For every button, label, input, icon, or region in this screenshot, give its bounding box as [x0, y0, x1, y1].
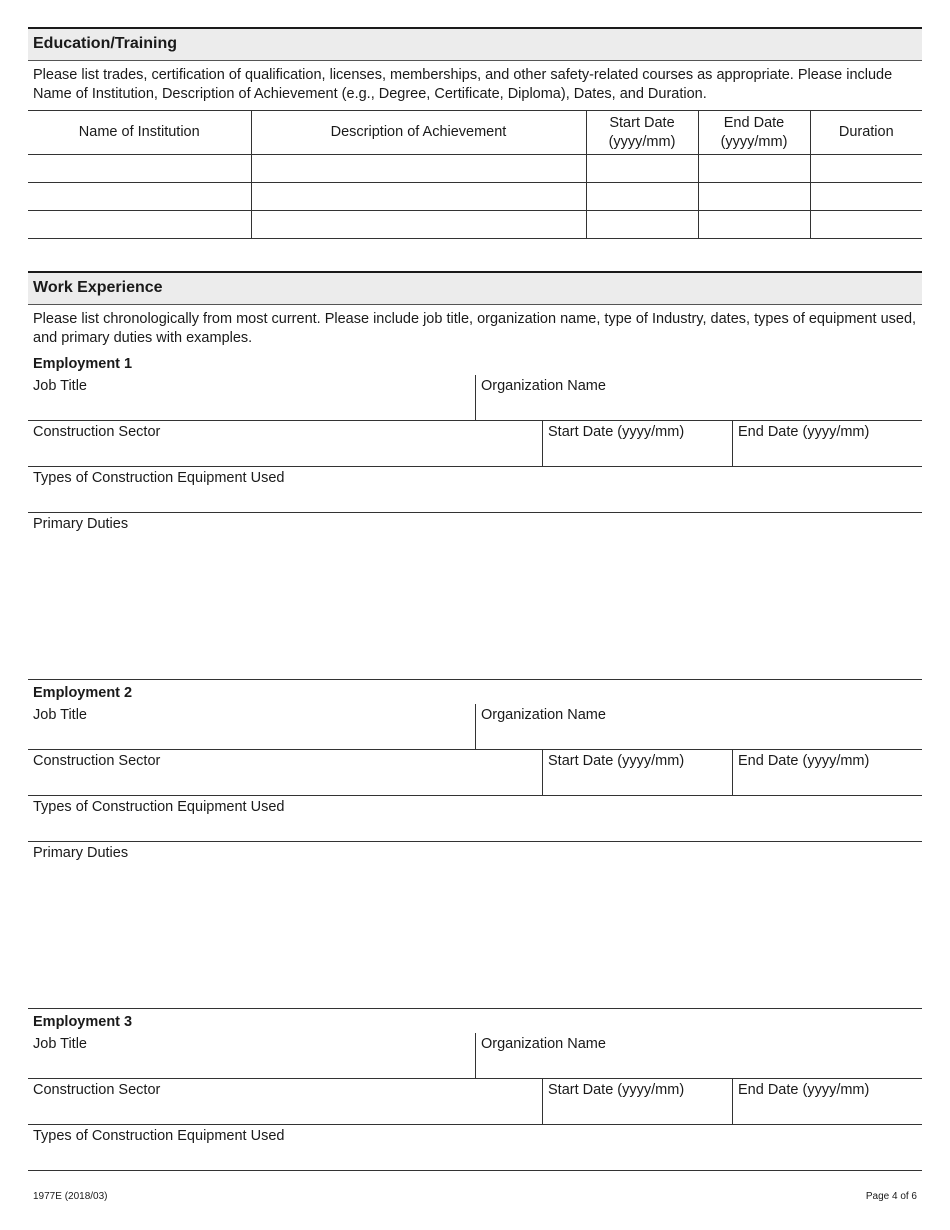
duration-field[interactable] — [810, 155, 922, 183]
sector-field[interactable] — [28, 1079, 542, 1124]
organization-label: Organization Name — [481, 378, 606, 394]
work-heading: Work Experience — [28, 271, 922, 305]
start-date-label: Start Date (yyyy/mm) — [548, 753, 685, 769]
equipment-row — [28, 467, 922, 513]
employment-block-1 — [28, 351, 922, 680]
equipment-label: Types of Construction Equipment Used — [33, 1128, 285, 1144]
institution-field[interactable] — [28, 183, 251, 211]
end-date-label: End Date (yyyy/mm) — [738, 1082, 870, 1098]
primary-duties-label: Primary Duties — [33, 845, 129, 861]
job-row — [28, 375, 922, 421]
form-page — [28, 27, 922, 1171]
col-end-date-label: End Date — [723, 114, 785, 131]
education-instructions: Please list trades, certification of qualification, licenses, memberships, and other safety-related courses as appropriate. Please include Name of Institution, Description of Achievement (e.g., Degree, Certificate, Diploma), Dates, and Duration. — [33, 67, 893, 102]
equipment-row — [28, 796, 922, 842]
work-instructions: Please list chronologically from most current. Please include job title, organization name, type of Industry, dates, types of equipment used, and primary duties with examples. — [33, 311, 917, 346]
col-start-date — [586, 111, 698, 155]
organization-field[interactable] — [475, 704, 922, 749]
sector-field[interactable] — [28, 421, 542, 466]
employment-title: Employment 3 — [33, 1014, 133, 1030]
sector-row — [28, 750, 922, 796]
sector-label: Construction Sector — [33, 753, 161, 769]
end-date-label: End Date (yyyy/mm) — [738, 424, 870, 440]
end-date-field[interactable] — [732, 421, 922, 466]
page-number: Page 4 of 6 — [865, 1191, 917, 1202]
sector-label: Construction Sector — [33, 424, 161, 440]
form-number: 1977E (2018/03) — [33, 1191, 108, 1202]
employment-title: Employment 2 — [33, 685, 133, 701]
organization-label: Organization Name — [481, 1036, 606, 1052]
job-title-field[interactable] — [28, 704, 475, 749]
primary-duties-field[interactable] — [28, 513, 922, 680]
col-institution: Name of Institution — [28, 111, 251, 155]
sector-row — [28, 421, 922, 467]
job-row — [28, 704, 922, 750]
description-field[interactable] — [251, 211, 586, 239]
job-row — [28, 1033, 922, 1079]
sector-row — [28, 1079, 922, 1125]
start-date-label: Start Date (yyyy/mm) — [548, 424, 685, 440]
table-row — [28, 155, 922, 183]
end-date-field[interactable] — [732, 1079, 922, 1124]
col-end-date-format: (yyyy/mm) — [720, 133, 788, 150]
primary-duties-label: Primary Duties — [33, 516, 129, 532]
institution-field[interactable] — [28, 155, 251, 183]
equipment-row — [28, 1125, 922, 1171]
equipment-label: Types of Construction Equipment Used — [33, 799, 285, 815]
start-date-field[interactable] — [586, 211, 698, 239]
start-date-label: Start Date (yyyy/mm) — [548, 1082, 685, 1098]
organization-field[interactable] — [475, 1033, 922, 1078]
description-field[interactable] — [251, 155, 586, 183]
description-field[interactable] — [251, 183, 586, 211]
employment-title: Employment 1 — [33, 356, 133, 372]
primary-duties-field[interactable] — [28, 842, 922, 1009]
col-end-date — [698, 111, 810, 155]
page-footer — [33, 1191, 917, 1202]
table-row — [28, 211, 922, 239]
col-duration: Duration — [810, 111, 922, 155]
end-date-field[interactable] — [698, 155, 810, 183]
start-date-field[interactable] — [542, 1079, 732, 1124]
equipment-label: Types of Construction Equipment Used — [33, 470, 285, 486]
end-date-field[interactable] — [698, 183, 810, 211]
col-start-date-label: Start Date — [609, 114, 675, 131]
start-date-field[interactable] — [586, 183, 698, 211]
start-date-field[interactable] — [586, 155, 698, 183]
duration-field[interactable] — [810, 211, 922, 239]
start-date-field[interactable] — [542, 421, 732, 466]
job-title-label: Job Title — [33, 1036, 87, 1052]
institution-field[interactable] — [28, 211, 251, 239]
end-date-field[interactable] — [698, 211, 810, 239]
equipment-field[interactable] — [28, 1125, 922, 1170]
job-title-label: Job Title — [33, 378, 87, 394]
job-title-field[interactable] — [28, 1033, 475, 1078]
education-table-header — [28, 111, 922, 155]
organization-field[interactable] — [475, 375, 922, 420]
job-title-label: Job Title — [33, 707, 87, 723]
equipment-field[interactable] — [28, 467, 922, 512]
end-date-label: End Date (yyyy/mm) — [738, 753, 870, 769]
start-date-field[interactable] — [542, 750, 732, 795]
sector-field[interactable] — [28, 750, 542, 795]
col-description: Description of Achievement — [251, 111, 586, 155]
organization-label: Organization Name — [481, 707, 606, 723]
employment-block-2 — [28, 680, 922, 1009]
end-date-field[interactable] — [732, 750, 922, 795]
col-start-date-format: (yyyy/mm) — [608, 133, 676, 150]
job-title-field[interactable] — [28, 375, 475, 420]
duration-field[interactable] — [810, 183, 922, 211]
table-row — [28, 183, 922, 211]
equipment-field[interactable] — [28, 796, 922, 841]
education-heading: Education/Training — [28, 27, 922, 61]
sector-label: Construction Sector — [33, 1082, 161, 1098]
education-table — [28, 110, 922, 239]
employment-block-3 — [28, 1009, 922, 1171]
